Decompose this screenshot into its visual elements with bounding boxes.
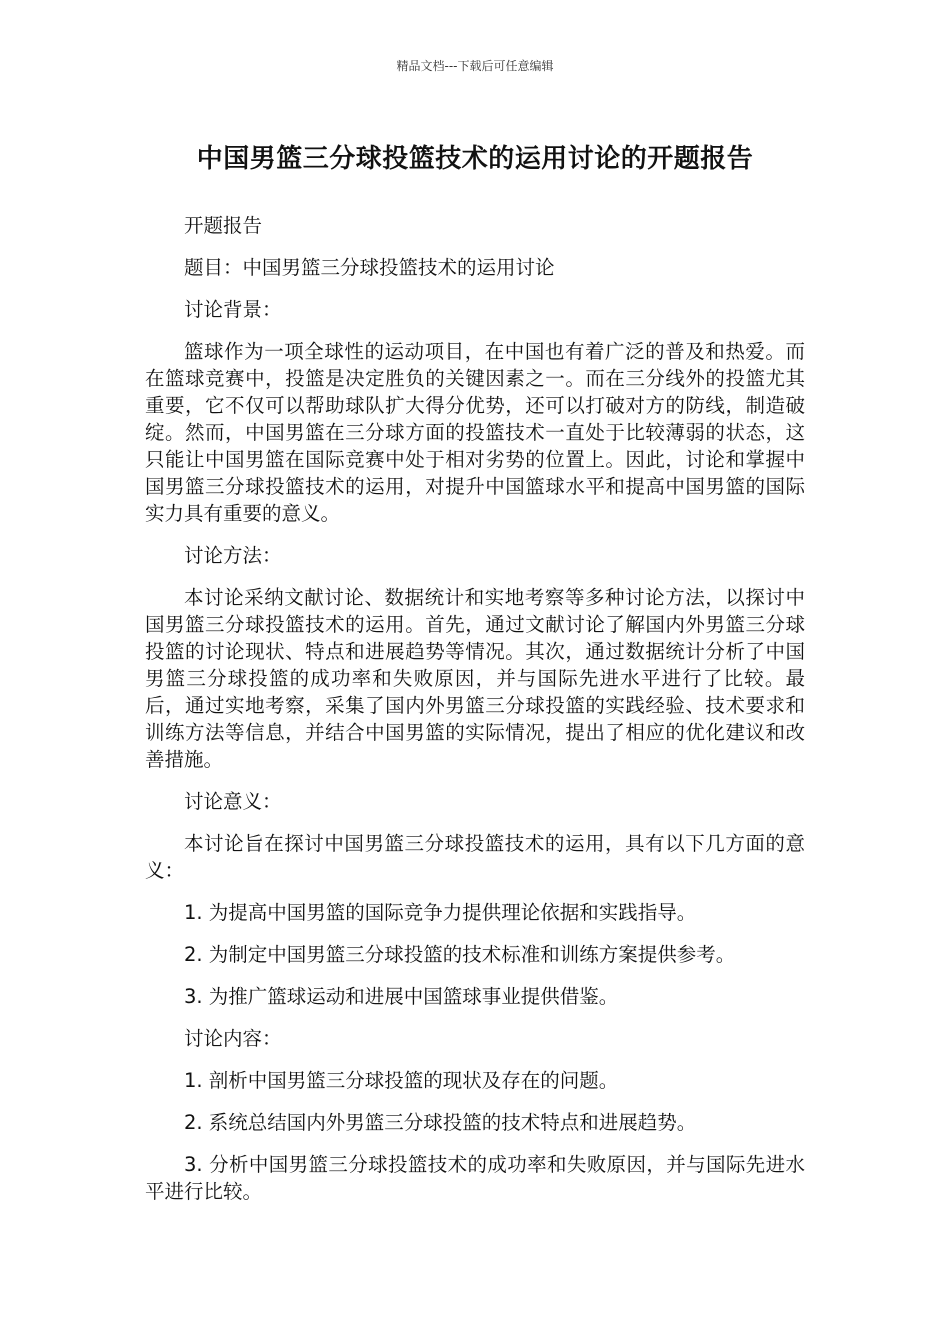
list-item: 2. 系统总结国内外男篮三分球投篮的技术特点和进展趋势。	[184, 1111, 697, 1134]
header-note: 精品文档---下载后可任意编辑	[396, 59, 554, 73]
section-heading-significance: 讨论意义：	[184, 790, 282, 813]
list-item: 3. 分析中国男篮三分球投篮技术的成功率和失败原因，并与国际先进水平进行比较。	[145, 1153, 805, 1203]
paragraph-background: 篮球作为一项全球性的运动项目，在中国也有着广泛的普及和热爱。而在篮球竞赛中，投篮是决定胜负的关键因素之一。而在三分线外的投篮尤其重要，它不仅可以帮助球队扩大得分优势，还可以打破对方的防线，制造破绽。然而，中国男篮在三分球方面的投篮技术一直处于比较薄弱的状态，这只能让中国男篮在国际竞赛中处于相对劣势的位置上。因此，讨论和掌握中国男篮三分球投篮技术的运用，对提升中国篮球水平和提高中国男篮的国际实力具有重要的意义。	[145, 340, 805, 525]
section-heading-background: 讨论背景：	[184, 298, 282, 321]
section-heading-method: 讨论方法：	[184, 544, 282, 567]
paragraph-label-report: 开题报告	[184, 214, 263, 237]
document-title: 中国男篮三分球投篮技术的运用讨论的开题报告	[196, 144, 754, 174]
paragraph-topic: 题目：中国男篮三分球投篮技术的运用讨论	[184, 256, 555, 279]
section-heading-content: 讨论内容：	[184, 1027, 282, 1050]
document-body	[145, 212, 805, 1220]
paragraph-method: 本讨论采纳文献讨论、数据统计和实地考察等多种讨论方法，以探讨中国男篮三分球投篮技术的运用。首先，通过文献讨论了解国内外男篮三分球投篮的讨论现状、特点和进展趋势等情况。其次，通过数据统计分析了中国男篮三分球投篮的成功率和失败原因，并与国际先进水平进行了比较。最后，通过实地考察，采集了国内外男篮三分球投篮的实践经验、技术要求和训练方法等信息，并结合中国男篮的实际情况，提出了相应的优化建议和改善措施。	[145, 586, 805, 771]
list-item: 1. 剖析中国男篮三分球投篮的现状及存在的问题。	[184, 1069, 619, 1092]
paragraph-significance-intro: 本讨论旨在探讨中国男篮三分球投篮技术的运用，具有以下几方面的意义：	[145, 832, 805, 882]
list-item: 3. 为推广篮球运动和进展中国篮球事业提供借鉴。	[184, 985, 619, 1008]
list-item: 2. 为制定中国男篮三分球投篮的技术标准和训练方案提供参考。	[184, 943, 736, 966]
list-item: 1. 为提高中国男篮的国际竞争力提供理论依据和实践指导。	[184, 901, 697, 924]
